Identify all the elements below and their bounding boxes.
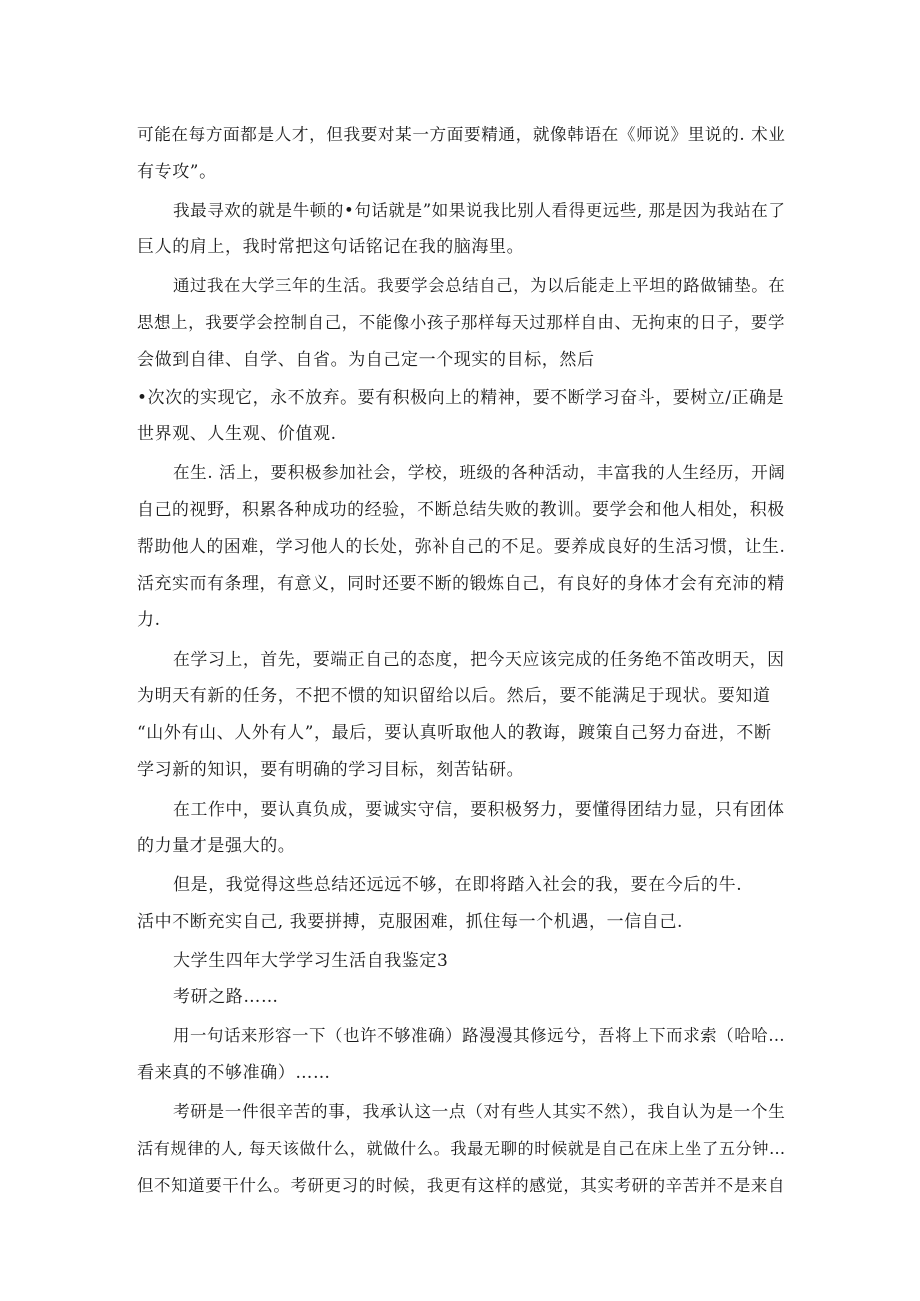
text-line: 活中不断充实自己, 我要拼搏，克服困难，抓住每一个机遇，一信自己. <box>137 912 684 932</box>
text-line: 巨人的肩上，我时常把这句话铭记在我的脑海里。 <box>137 237 525 257</box>
text-line: 我最寻欢的就是牛顿的•句话就是”如果说我比别人看得更远些, 那是因为我站在了 <box>173 201 786 220</box>
text-line: 学习新的知识，要有明确的学习目标，刻苦钻研。 <box>137 760 525 780</box>
section-heading: 大学生四年大学学习生活自我鉴定3 <box>173 951 449 971</box>
text-line: 会做到自律、自学、自省。为自己定一个现实的目标，然后 <box>137 350 595 370</box>
text-line: 的力量才是强大的。 <box>137 836 296 856</box>
text-line: 在生. 活上，要积极参加社会，学校，班级的各种活动，丰富我的人生经历，开阔 <box>173 463 786 482</box>
text-line: 看来真的不够准确）…… <box>137 1063 331 1083</box>
text-line: 用一句话来形容一下（也许不够准确）路漫漫其修远兮，吾将上下而求索（哈哈… <box>173 1026 786 1045</box>
text-line: 通过我在大学三年的生活。我要学会总结自己，为以后能走上平坦的路做铺垫。在 <box>173 276 786 295</box>
text-line: 但是，我觉得这些总结还远远不够，在即将踏入社会的我，要在今后的牛. <box>173 875 743 895</box>
text-line: 世界观、人生观、价值观. <box>137 424 337 444</box>
text-line: 考研是一件很辛苦的事，我承认这一点（对有些人其实不然），我自认为是一个生 <box>173 1102 786 1121</box>
text-line: 在工作中，要认真负成，要诚实守信，要积极努力，要懂得团结力显，只有团体 <box>173 799 785 819</box>
text-line: 自己的视野，积累各种成功的经验，不断总结失败的教训。要学会和他人相处，积极 <box>137 499 785 519</box>
text-line: 但不知道要干什么。考研更习的时候，我更有这样的感觉，其实考研的辛苦并不是来自 <box>137 1176 786 1195</box>
text-line: 在学习上，首先，要端正自己的态度，把今天应该完成的任务绝不笛改明天，因 <box>173 649 785 669</box>
text-line: 思想上，我要学会控制自己，不能像小孩子那样每天过那样自由、无拘束的日子，要学 <box>137 313 786 332</box>
text-line: 考研之路…… <box>173 987 279 1007</box>
text-line: 帮助他人的困难，学习他人的长处，弥补自己的不足。要养成良好的生活习惯，让生. <box>137 536 786 556</box>
text-line: •次次的实现它，永不放弃。要有积极向上的精神，要不断学习奋斗，要树立/正确是 <box>137 387 785 407</box>
text-line: 力. <box>137 610 161 630</box>
text-line: 可能在每方面都是人才，但我要对某一方面要精通，就像韩语在《师说》里说的. 术业 <box>137 125 786 144</box>
text-line: 活充实而有条理，有意义，同时还要不断的锻炼自己，有良好的身体才会有充沛的精 <box>137 573 785 593</box>
text-line: “山外有山、人外有人”，最后，要认真听取他人的教诲，踱策自己努力奋进，不断 <box>137 723 772 743</box>
text-line: 活有规律的人, 每天该做什么，就做什么。我最无聊的时候就是自己在床上坐了五分钟… <box>137 1139 786 1158</box>
text-line: 有专攻”。 <box>137 162 217 182</box>
text-line: 为明天有新的任务，不把不惯的知识留给以后。然后，要不能满足于现状。要知道 <box>137 686 771 706</box>
